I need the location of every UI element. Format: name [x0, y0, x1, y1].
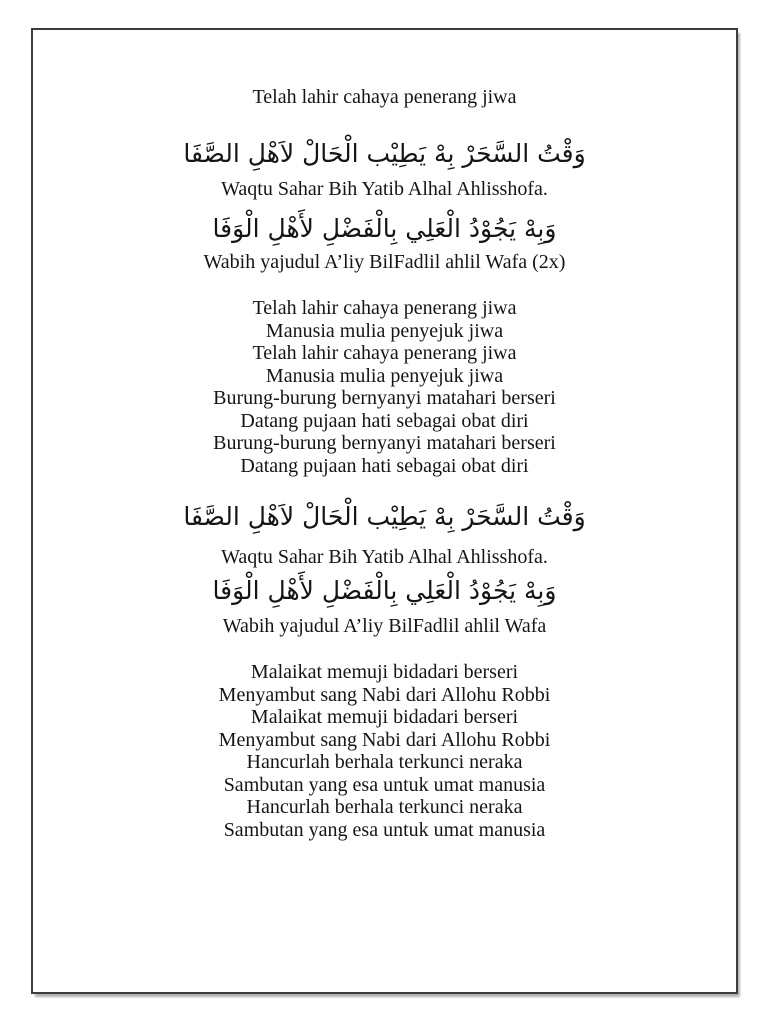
transliteration-line-1-repeat: Waqtu Sahar Bih Yatib Alhal Ahlisshofa. [221, 546, 548, 568]
lyric-line: Menyambut sang Nabi dari Allohu Robbi [218, 728, 551, 751]
lyric-line: Malaikat memuji bidadari berseri [250, 661, 519, 683]
intro-line: Telah lahir cahaya penerang jiwa [252, 86, 517, 108]
transliteration-line-2: Wabih yajudul A’liy BilFadlil ahlil Wafa (2x) [203, 251, 566, 273]
transliteration-line-2-repeat: Wabih yajudul A’liy BilFadlil ahlil Wafa [222, 615, 547, 637]
lyric-line: Datang pujaan hati sebagai obat diri [240, 454, 529, 477]
arabic-verse-line-2: وَبِهْ يَجُوْدُ الْعَلِي بِالْفَضْلِ لأَهْلِ الْوَفَا [212, 214, 557, 243]
lyric-line: Burung-burung bernyanyi matahari berseri [213, 432, 556, 454]
verse-1 [33, 297, 736, 477]
arabic-verse-line-1: وَقْتُ السَّحَرْ بِهْ يَطِيْب الْحَالْ لاَهْلِ الصَّفَا [183, 139, 586, 168]
lyric-line: Manusia mulia penyejuk jiwa [265, 364, 504, 387]
verse-2 [33, 661, 736, 841]
lyric-line: Burung-burung bernyanyi matahari berseri [213, 387, 556, 409]
lyric-line: Sambutan yang esa untuk umat manusia [223, 818, 546, 841]
arabic-verse-line-1-repeat: وَقْتُ السَّحَرْ بِهْ يَطِيْب الْحَالْ لاَهْلِ الصَّفَا [183, 502, 586, 531]
lyric-line: Telah lahir cahaya penerang jiwa [252, 342, 517, 364]
lyric-line: Telah lahir cahaya penerang jiwa [252, 297, 517, 319]
document-page [31, 28, 738, 994]
transliteration-line-1: Waqtu Sahar Bih Yatib Alhal Ahlisshofa. [221, 178, 548, 200]
lyric-line: Malaikat memuji bidadari berseri [250, 706, 519, 728]
lyric-line: Menyambut sang Nabi dari Allohu Robbi [218, 683, 551, 706]
arabic-verse-line-2-repeat: وَبِهْ يَجُوْدُ الْعَلِي بِالْفَضْلِ لأَهْلِ الْوَفَا [212, 576, 557, 605]
lyric-line: Hancurlah berhala terkunci neraka [246, 796, 523, 818]
lyric-line: Datang pujaan hati sebagai obat diri [240, 409, 529, 432]
lyric-line: Sambutan yang esa untuk umat manusia [223, 773, 546, 796]
lyric-line: Manusia mulia penyejuk jiwa [265, 319, 504, 342]
lyric-line: Hancurlah berhala terkunci neraka [246, 751, 523, 773]
